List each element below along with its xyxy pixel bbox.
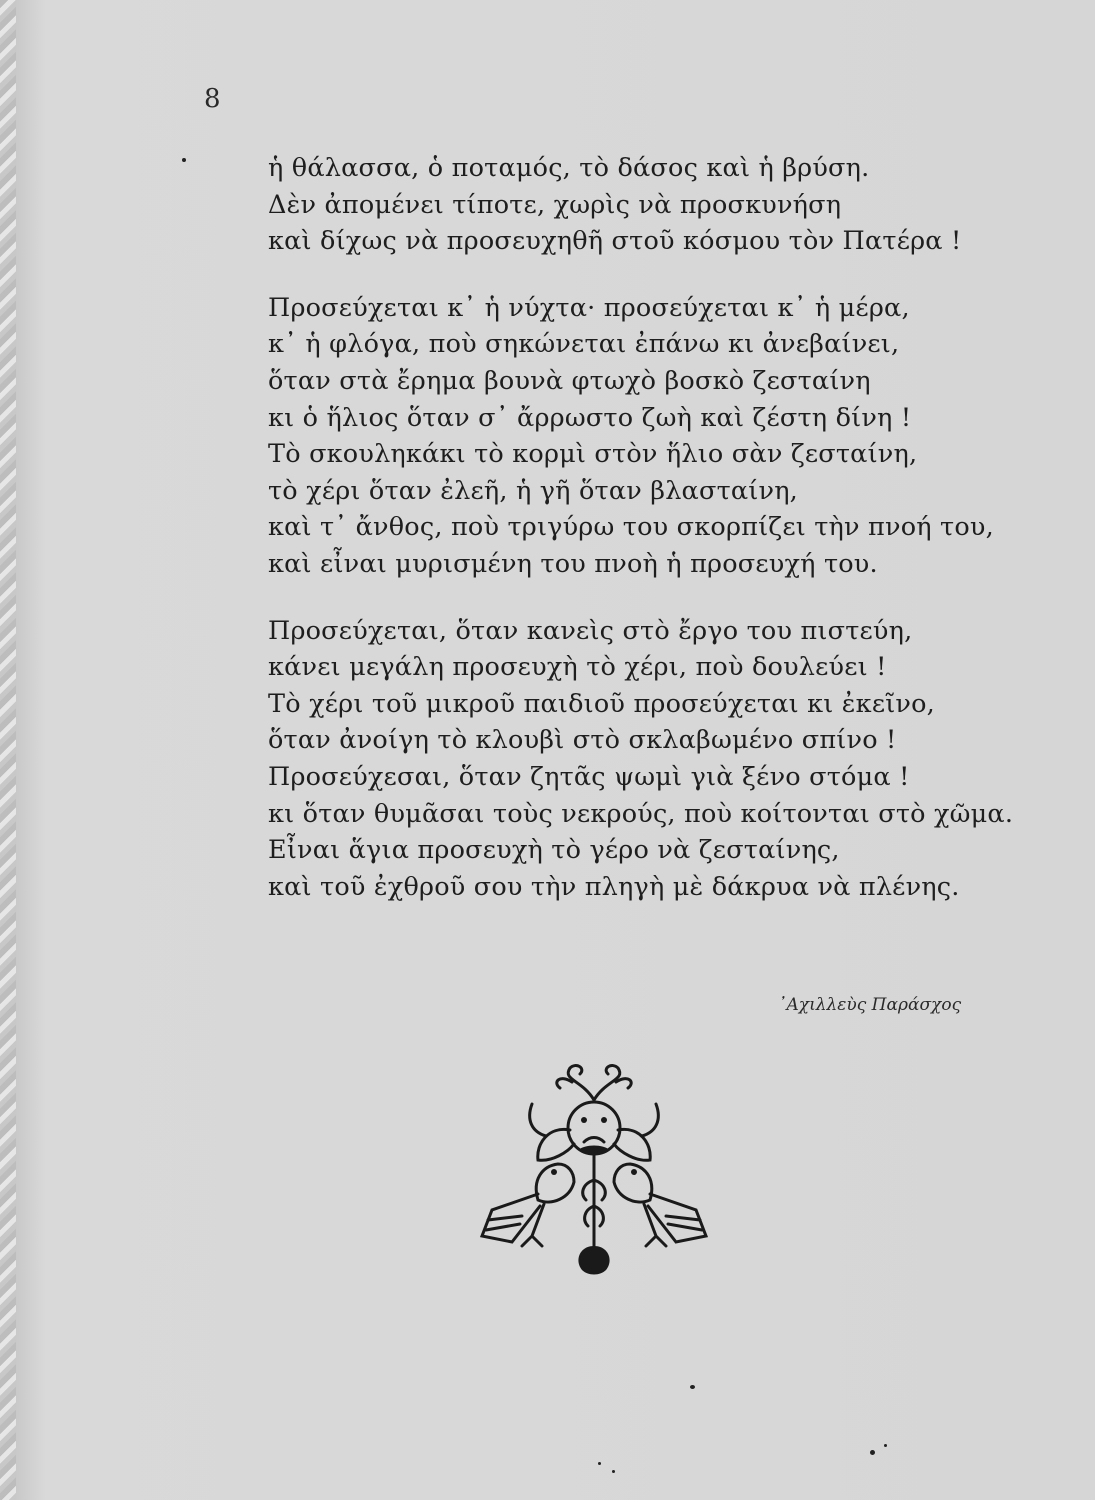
poem-line: κι ὅταν θυμᾶσαι τοὺς νεκρούς, ποὺ κοίτονται στὸ χῶμα. <box>268 798 1014 829</box>
poem-line: Προσεύχεται, ὅταν κανεὶς στὸ ἔργο του πιστεύη, <box>268 615 913 646</box>
poem-line: κι ὁ ἥλιος ὅταν σ᾿ ἄρρωστο ζωὴ καὶ ζέστη δίνη ! <box>268 402 912 433</box>
print-speck <box>690 1385 695 1389</box>
print-speck <box>870 1450 875 1455</box>
poem-line: ἡ θάλασσα, ὁ ποταμός, τὸ δάσος καὶ ἡ βρύση. <box>268 153 870 183</box>
poem-line: κ᾿ ἡ φλόγα, ποὺ σηκώνεται ἐπάνω κι ἀνεβαίνει, <box>268 329 900 360</box>
poem-line: ὅταν ἀνοίγη τὸ κλουβὶ στὸ σκλαβωμένο σπίνο ! <box>268 725 897 756</box>
poem-line: κάνει μεγάλη προσευχὴ τὸ χέρι, ποὺ δουλεύει ! <box>268 652 887 683</box>
print-speck <box>612 1470 615 1473</box>
poem-line: Δὲν ἀπομένει τίποτε, χωρὶς νὰ προσκυνήση <box>268 189 842 220</box>
poem-line: Προσεύχεται κ᾿ ἡ νύχτα· προσεύχεται κ᾿ ἡ μέρα, <box>268 292 910 323</box>
stanza-1 <box>268 150 1028 260</box>
poem-line: ὅταν στὰ ἔρημα βουνὰ φτωχὸ βοσκὸ ζεσταίνη <box>268 365 871 396</box>
poem-line: καὶ τ᾿ ἄνθος, ποὺ τριγύρω του σκορπίζει τὴν πνοή του, <box>268 512 994 543</box>
poem <box>268 150 1028 935</box>
poem-line: καὶ εἶναι μυρισμένη του πνοὴ ἡ προσευχή του. <box>268 548 878 579</box>
stanza-2 <box>268 290 1028 583</box>
poem-line: Προσεύχεσαι, ὅταν ζητᾶς ψωμὶ γιὰ ξένο στόμα ! <box>268 761 910 792</box>
poem-line: καὶ δίχως νὰ προσευχηθῆ στοῦ κόσμου τὸν Πατέρα ! <box>268 226 962 257</box>
decorative-border <box>0 0 16 1500</box>
print-speck <box>884 1444 887 1447</box>
poem-line: καὶ τοῦ ἐχθροῦ σου τὴν πληγὴ μὲ δάκρυα νὰ πλένης. <box>268 871 960 902</box>
author-signature: ᾿Αχιλλεὺς Παράσχος <box>778 995 962 1015</box>
poem-line: Τὸ χέρι τοῦ μικροῦ παιδιοῦ προσεύχεται κι ἐκεῖνο, <box>268 688 935 719</box>
poem-line: τὸ χέρι ὅταν ἐλεῆ, ἡ γῆ ὅταν βλασταίνη, <box>268 475 798 506</box>
poem-line: Τὸ σκουληκάκι τὸ κορμὶ στὸν ἥλιο σὰν ζεσταίνη, <box>268 439 918 470</box>
poem-line: Εἶναι ἅγια προσευχὴ τὸ γέρο νὰ ζεσταίνης, <box>268 835 840 866</box>
print-speck <box>182 158 186 162</box>
stanza-3 <box>268 613 1028 906</box>
print-speck <box>598 1462 601 1465</box>
folk-tree-with-birds-icon <box>462 1060 727 1290</box>
page-number: 8 <box>204 84 221 114</box>
